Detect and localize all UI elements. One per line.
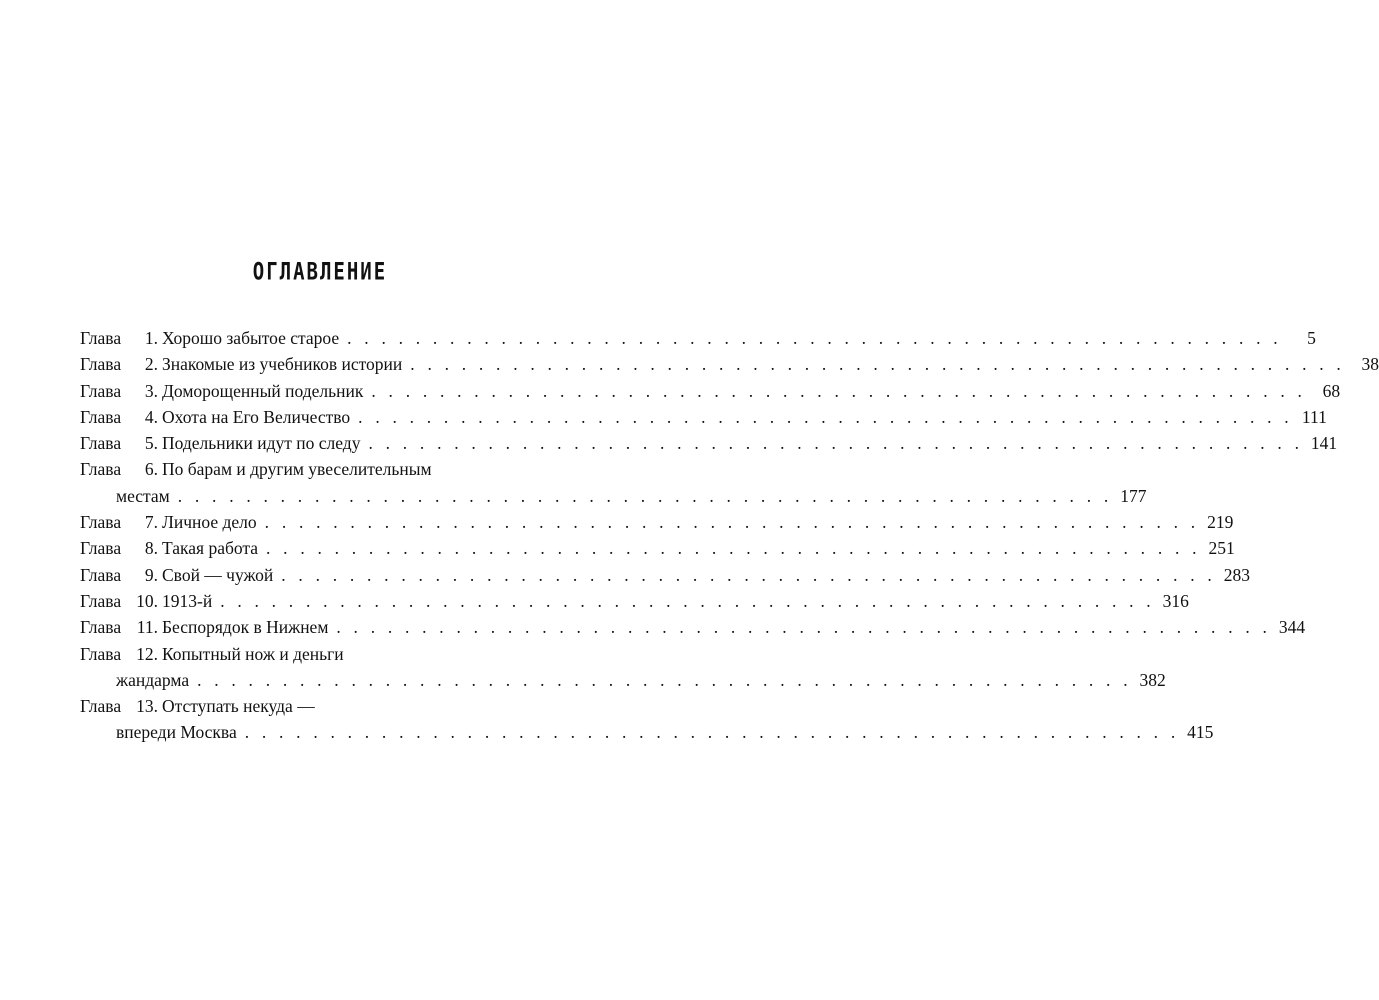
dot-leader: . . . . . . . . . . . . . . . . . . . . . . . . . . . . . . . . . . . . . . . . . . . . . . . . . . . . . . . <box>336 617 1272 638</box>
toc-entry[interactable] <box>80 328 1316 354</box>
page-number: 5 <box>1307 328 1316 348</box>
chapter-number: 4. <box>144 406 158 427</box>
page-number: 382 <box>1139 669 1166 690</box>
toc-line <box>80 590 1189 617</box>
chapter-title: Подельники идут по следу <box>162 433 361 454</box>
toc-line <box>80 459 526 485</box>
dot-leader: . . . . . . . . . . . . . . . . . . . . . . . . . . . . . . . . . . . . . . . . . . . . . . . . . . . . . . . <box>358 406 1293 427</box>
chapter-number: 7. <box>144 512 158 533</box>
toc-line <box>80 433 1338 459</box>
chapter-label: Глава <box>80 433 122 454</box>
toc-line <box>80 644 526 670</box>
chapter-number: 5. <box>144 433 158 454</box>
dot-leader: . . . . . . . . . . . . . . . . . . . . . . . . . . . . . . . . . . . . . . . . . . . . . . . . . . . . . . . <box>281 564 1216 585</box>
chapter-title: 1913-й <box>162 590 213 611</box>
chapter-number: 13. <box>136 696 158 717</box>
page-number: 316 <box>1162 590 1189 611</box>
chapter-title: Копытный нож и деньги <box>162 643 344 664</box>
toc-entry[interactable] <box>80 696 1214 749</box>
chapter-title: Беспорядок в Нижнем <box>162 617 329 638</box>
dot-leader: . . . . . . . . . . . . . . . . . . . . . . . . . . . . . . . . . . . . . . . . . . . . . . . . . . . . . . . <box>410 354 1345 375</box>
toc-line <box>80 380 1341 407</box>
chapter-number: 2. <box>144 354 158 375</box>
chapter-label: Глава <box>80 406 122 427</box>
chapter-title: Хорошо забытое старое <box>162 328 340 348</box>
dot-leader: . . . . . . . . . . . . . . . . . . . . . . . . . . . . . . . . . . . . . . . . . . . . . . . . . . . . . . . <box>220 590 1155 611</box>
toc-entry[interactable] <box>80 459 1147 512</box>
chapter-label: Глава <box>80 380 122 401</box>
toc-entry[interactable] <box>80 617 1306 643</box>
chapter-label: Глава <box>80 328 122 348</box>
toc-line <box>80 617 1306 643</box>
chapter-title: Свой — чужой <box>162 564 274 585</box>
chapter-title: впереди Москва <box>116 722 237 743</box>
chapter-title: Такая работа <box>162 538 259 559</box>
toc-entry[interactable] <box>80 354 1379 380</box>
toc-entry[interactable] <box>80 406 1327 433</box>
chapter-number: 11. <box>136 617 158 638</box>
page-number: 68 <box>1322 380 1341 401</box>
chapter-label: Глава <box>80 590 122 611</box>
page-number: 283 <box>1223 564 1250 585</box>
chapter-label: Глава <box>80 617 122 638</box>
chapter-number: 3. <box>144 380 158 401</box>
chapter-title: Личное дело <box>162 512 257 533</box>
chapter-title: Отступать некуда — <box>162 696 315 717</box>
page-number: 219 <box>1207 512 1234 533</box>
chapter-title: местам <box>116 485 170 506</box>
dot-leader: . . . . . . . . . . . . . . . . . . . . . . . . . . . . . . . . . . . . . . . . . . . . . . . . . . . . . . . <box>266 538 1201 559</box>
chapter-title: Знакомые из учебников истории <box>162 354 403 375</box>
page-number: 38 <box>1361 354 1379 375</box>
chapter-number: 9. <box>144 564 158 585</box>
toc-entry[interactable] <box>80 643 1166 697</box>
table-of-contents <box>80 328 1379 749</box>
toc-line <box>80 696 526 722</box>
chapter-label: Глава <box>80 354 122 375</box>
toc-entry[interactable] <box>80 538 1235 564</box>
toc-entry[interactable] <box>80 564 1250 591</box>
toc-entry[interactable] <box>80 380 1341 407</box>
page-number: 415 <box>1187 722 1214 743</box>
toc-line <box>80 512 1234 538</box>
chapter-label: Глава <box>80 459 122 480</box>
chapter-number: 1. <box>144 328 158 348</box>
dot-leader: . . . . . . . . . . . . . . . . . . . . . . . . . . . . . . . . . . . . . . . . . . . . . . . . . . . . . . . <box>244 722 1180 743</box>
toc-line <box>80 669 1166 696</box>
toc-line <box>80 564 1250 591</box>
chapter-label: Глава <box>80 512 122 533</box>
chapter-title: Охота на Его Величество <box>162 406 351 427</box>
toc-line <box>80 722 1214 748</box>
chapter-label: Глава <box>80 643 122 664</box>
page-title: ОГЛАВЛЕНИЕ <box>252 258 388 286</box>
chapter-label: Глава <box>80 564 122 585</box>
toc-line <box>80 538 1235 564</box>
dot-leader: . . . . . . . . . . . . . . . . . . . . . . . . . . . . . . . . . . . . . . . . . . . . . . . . . . . . . . . <box>347 328 1282 348</box>
page-number: 141 <box>1310 433 1338 454</box>
toc-line <box>80 328 1316 354</box>
page-number: 111 <box>1301 406 1327 427</box>
dot-leader: . . . . . . . . . . . . . . . . . . . . . . . . . . . . . . . . . . . . . . . . . . . . . . . . . . . . . . . <box>368 433 1304 454</box>
page-number: 177 <box>1120 485 1147 506</box>
toc-entry[interactable] <box>80 433 1338 459</box>
dot-leader: . . . . . . . . . . . . . . . . . . . . . . . . . . . . . . . . . . . . . . . . . . . . . . . . . . . . . . . <box>177 485 1113 506</box>
chapter-number: 6. <box>144 459 158 480</box>
chapter-title: Доморощенный подельник <box>162 380 364 401</box>
chapter-number: 10. <box>136 590 158 611</box>
chapter-number: 8. <box>144 538 158 559</box>
chapter-label: Глава <box>80 696 122 717</box>
toc-line <box>80 354 1379 380</box>
chapter-number: 12. <box>136 643 158 664</box>
page-number: 344 <box>1278 617 1306 638</box>
chapter-label: Глава <box>80 538 122 559</box>
dot-leader: . . . . . . . . . . . . . . . . . . . . . . . . . . . . . . . . . . . . . . . . . . . . . . . . . . . . . . . <box>371 380 1307 401</box>
page-number: 251 <box>1208 538 1235 559</box>
chapter-title: По барам и другим увеселительным <box>162 459 432 480</box>
toc-line <box>80 485 1147 512</box>
chapter-title: жандарма <box>116 669 190 690</box>
toc-entry[interactable] <box>80 512 1234 538</box>
dot-leader: . . . . . . . . . . . . . . . . . . . . . . . . . . . . . . . . . . . . . . . . . . . . . . . . . . . . . . . <box>197 669 1132 690</box>
toc-line <box>80 406 1327 433</box>
toc-entry[interactable] <box>80 590 1189 617</box>
dot-leader: . . . . . . . . . . . . . . . . . . . . . . . . . . . . . . . . . . . . . . . . . . . . . . . . . . . . . . . <box>264 512 1200 533</box>
